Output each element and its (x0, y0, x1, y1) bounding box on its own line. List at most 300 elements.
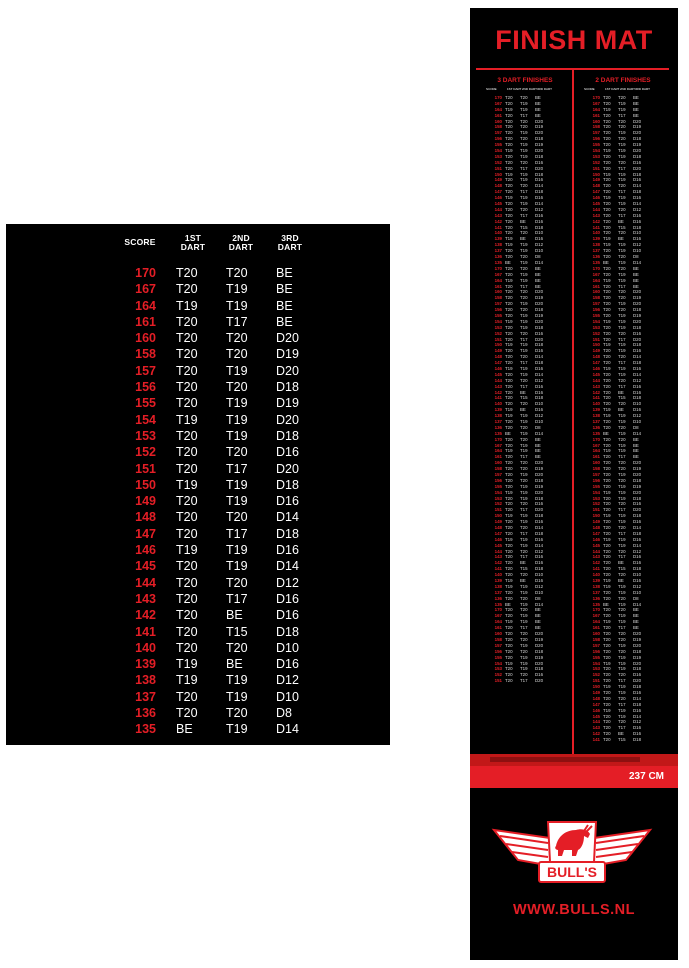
mat-dart3-cell: D16 (535, 330, 544, 336)
mat-dart2-cell: T20 (520, 330, 528, 336)
mat-score-cell: 164 (592, 448, 600, 454)
score-cell: 146 (135, 543, 156, 558)
mat-dart2-cell: T19 (618, 495, 626, 501)
mat-dart2-cell: T20 (618, 330, 626, 336)
mat-score-cell: 155 (494, 312, 502, 318)
mat-dart3-cell: D16 (633, 554, 642, 560)
second-dart-cell: T20 (226, 575, 248, 590)
mat-dart1-cell: T19 (505, 342, 513, 348)
mat-dart2-cell: T20 (618, 719, 626, 725)
mat-dart3-cell: D14 (633, 713, 642, 719)
mat-dart1-cell: T20 (505, 613, 513, 619)
mat-dart2-cell: T19 (520, 271, 528, 277)
table-row (6, 591, 390, 607)
mat-dart1-cell: T20 (505, 312, 513, 318)
mat-dart2-cell: T19 (520, 583, 528, 589)
mat-dart2-cell: T19 (520, 248, 528, 254)
mat-dart1-cell: T20 (603, 142, 611, 148)
mat-dart1-cell: T20 (505, 153, 513, 159)
mat-dart3-cell: D16 (633, 578, 642, 584)
mat-score-cell: 160 (592, 118, 600, 124)
mat-dart3-cell: D16 (633, 672, 642, 678)
mat-dart2-cell: T20 (618, 295, 626, 301)
table-row (6, 395, 390, 411)
mat-dart1-cell: T20 (603, 312, 611, 318)
mat-dart1-cell: T20 (505, 672, 513, 678)
first-dart-cell: T20 (176, 380, 198, 395)
mat-dart1-cell: T20 (505, 295, 513, 301)
mat-dart3-cell: D19 (535, 483, 544, 489)
mat-score-cell: 154 (494, 148, 502, 154)
mat-dart1-cell: T20 (603, 371, 611, 377)
mat-dart3-cell: D18 (633, 395, 642, 401)
mat-score-cell: 151 (494, 165, 502, 171)
mat-score-cell: 141 (592, 737, 600, 743)
mat-score-cell: 149 (592, 177, 600, 183)
mat-score-cell: 139 (592, 407, 600, 413)
mat-dart3-cell: D8 (535, 595, 541, 601)
mat-dart2-cell: T17 (618, 530, 626, 536)
mat-dart2-cell: T17 (618, 165, 626, 171)
mat-dart3-cell: D19 (535, 466, 544, 472)
mat-score-cell: 139 (592, 578, 600, 584)
mat-score-cell: 136 (592, 424, 600, 430)
mat-dart1-cell: T20 (603, 100, 611, 106)
mat-dart3-cell: D16 (633, 707, 642, 713)
mat-dart1-cell: T20 (505, 206, 513, 212)
mat-score-cell: 154 (592, 660, 600, 666)
mat-dart1-cell: T20 (505, 183, 513, 189)
mat-dart2-cell: T20 (520, 466, 528, 472)
mat-dart3-cell: D20 (535, 507, 544, 513)
mat-dart1-cell: T20 (603, 271, 611, 277)
table-row (6, 346, 390, 362)
mat-dart3-cell: D16 (633, 389, 642, 395)
mat-dart1-cell: T20 (505, 495, 513, 501)
mat-dart1-cell: T20 (603, 336, 611, 342)
mat-score-cell: 146 (494, 365, 502, 371)
second-dart-cell: T19 (226, 689, 248, 704)
mat-dart2-cell: T19 (520, 365, 528, 371)
table-row (6, 477, 390, 493)
mat-score-cell: 155 (592, 142, 600, 148)
first-dart-cell: T19 (176, 657, 198, 672)
mat-dart1-cell: T19 (603, 318, 611, 324)
mat-dart2-cell: T20 (520, 548, 528, 554)
mat-dart1-cell: T20 (505, 454, 513, 460)
mat-dart1-cell: T19 (505, 660, 513, 666)
header-third-dart (266, 234, 314, 252)
mat-column-three-dart (476, 70, 574, 761)
mat-dart2-cell: T17 (520, 625, 528, 631)
mat-dart3-cell: D8 (535, 424, 541, 430)
mat-dart2-cell: T19 (520, 277, 528, 283)
mat-dart2-cell: BE (618, 218, 624, 224)
mat-dart1-cell: T20 (603, 519, 611, 525)
mat-dart2-cell: T20 (618, 118, 626, 124)
mat-dart3-cell: D20 (633, 165, 642, 171)
mat-score-cell: 137 (494, 589, 502, 595)
mat-dart3-cell: BE (535, 265, 541, 271)
mat-dart2-cell: T19 (520, 318, 528, 324)
second-dart-cell: T20 (226, 510, 248, 525)
mat-dart1-cell: T19 (603, 365, 611, 371)
mat-score-cell: 150 (494, 513, 502, 519)
mat-dart3-cell: D18 (535, 395, 544, 401)
mat-dart3-cell: D14 (633, 542, 642, 548)
mat-dart2-cell: T19 (520, 201, 528, 207)
second-dart-cell: T17 (226, 314, 248, 329)
second-dart-cell: T19 (226, 363, 248, 378)
score-cell: 154 (135, 412, 156, 427)
mat-score-cell: 149 (494, 348, 502, 354)
second-dart-cell: T20 (226, 331, 248, 346)
mat-dart1-cell: T20 (505, 159, 513, 165)
third-dart-cell: D16 (276, 608, 299, 623)
mat-dart1-cell: T20 (505, 124, 513, 130)
mat-dart2-cell: T17 (520, 530, 528, 536)
mat-dart2-cell: T19 (520, 259, 528, 265)
mat-dart1-cell: T20 (603, 554, 611, 560)
mat-dart1-cell: T20 (603, 483, 611, 489)
mat-score-cell: 157 (592, 130, 600, 136)
mat-score-cell: 154 (494, 318, 502, 324)
mat-dart1-cell: T20 (603, 642, 611, 648)
table-row (6, 558, 390, 574)
header-score-label: SCORE (124, 237, 156, 247)
mat-score-cell: 140 (592, 230, 600, 236)
mat-dart3-cell: BE (633, 95, 639, 100)
mat-head-score: SCORE (584, 87, 595, 91)
mat-dart3-cell: D18 (633, 171, 642, 177)
mat-dart3-cell: D18 (633, 324, 642, 330)
mat-dart2-cell: T19 (520, 324, 528, 330)
mat-dart3-cell: D18 (633, 530, 642, 536)
mat-head-dart1: 1ST DART (605, 87, 620, 91)
mat-dart1-cell: BE (603, 430, 609, 436)
mat-dart3-cell: D20 (535, 631, 544, 637)
mat-dart1-cell: T20 (603, 589, 611, 595)
mat-dart2-cell: BE (520, 236, 526, 242)
mat-dart3-cell: D10 (535, 589, 544, 595)
mat-score-cell: 160 (494, 118, 502, 124)
mat-dart1-cell: T20 (603, 324, 611, 330)
mat-score-cell: 154 (592, 148, 600, 154)
mat-dart3-cell: D19 (535, 124, 544, 130)
mat-dart2-cell: T20 (520, 525, 528, 531)
mat-score-cell: 150 (494, 171, 502, 177)
second-dart-cell: T15 (226, 624, 248, 639)
third-dart-cell: D12 (276, 673, 299, 688)
mat-score-cell: 144 (494, 377, 502, 383)
mat-dart1-cell: T20 (603, 307, 611, 313)
mat-score-cell: 141 (494, 395, 502, 401)
mat-score-cell: 154 (592, 318, 600, 324)
mat-dart2-cell: T19 (618, 707, 626, 713)
mat-dart1-cell: T20 (603, 672, 611, 678)
mat-dart2-cell: T19 (520, 483, 528, 489)
mat-score-cell: 164 (494, 619, 502, 625)
mat-dart1-cell: T20 (505, 542, 513, 548)
first-dart-cell: T19 (176, 477, 198, 492)
mat-dart2-cell: T15 (618, 224, 626, 230)
third-dart-cell: D12 (276, 575, 299, 590)
mat-dart2-cell: T19 (618, 271, 626, 277)
mat-dart1-cell: T20 (603, 454, 611, 460)
mat-dart2-cell: T20 (520, 136, 528, 142)
mat-dart1-cell: T20 (603, 401, 611, 407)
mat-score-cell: 145 (494, 542, 502, 548)
mat-dart2-cell: T15 (618, 737, 626, 743)
mat-score-cell: 145 (494, 371, 502, 377)
mat-dart1-cell: T20 (603, 254, 611, 260)
second-dart-cell: BE (226, 608, 243, 623)
mat-dart2-cell: T20 (618, 206, 626, 212)
mat-dart2-cell: T20 (618, 548, 626, 554)
first-dart-cell: T20 (176, 624, 198, 639)
mat-dart1-cell: T19 (505, 489, 513, 495)
mat-dart2-cell: T15 (520, 395, 528, 401)
mat-score-cell: 167 (592, 100, 600, 106)
mat-rows (476, 95, 574, 684)
score-cell: 164 (135, 298, 156, 313)
third-dart-cell: BE (276, 266, 293, 280)
mat-dart1-cell: T20 (603, 436, 611, 442)
mat-dart3-cell: D16 (535, 159, 544, 165)
header-score (116, 238, 164, 247)
mat-dart1-cell: T19 (603, 684, 611, 690)
mat-score-cell: 141 (592, 566, 600, 572)
mat-score-cell: 140 (494, 401, 502, 407)
table-row (6, 526, 390, 542)
second-dart-cell: T17 (226, 591, 248, 606)
mat-dart2-cell: T19 (520, 589, 528, 595)
mat-dart2-cell: T19 (520, 495, 528, 501)
mat-dart3-cell: D18 (535, 307, 544, 313)
mat-score-cell: 142 (592, 731, 600, 737)
mat-dart1-cell: T20 (505, 483, 513, 489)
table-row (6, 330, 390, 346)
mat-dart2-cell: T17 (618, 189, 626, 195)
mat-dart2-cell: T20 (618, 401, 626, 407)
mat-dart2-cell: T20 (520, 477, 528, 483)
mat-dart1-cell: T20 (505, 595, 513, 601)
mat-dart1-cell: T20 (603, 377, 611, 383)
mat-score-cell: 151 (494, 678, 502, 684)
mat-dart1-cell: T19 (603, 513, 611, 519)
table-row (6, 461, 390, 477)
first-dart-cell: T20 (176, 314, 198, 329)
mat-score-cell: 137 (494, 418, 502, 424)
mat-dart2-cell: T19 (618, 106, 626, 112)
mat-score-cell: 167 (494, 271, 502, 277)
mat-score-cell: 151 (494, 507, 502, 513)
mat-score-cell: 164 (592, 277, 600, 283)
table-row (6, 428, 390, 444)
mat-dart1-cell: T20 (505, 218, 513, 224)
mat-score-cell: 157 (592, 301, 600, 307)
mat-dart1-cell: T20 (603, 607, 611, 613)
mat-dart3-cell: D16 (535, 536, 544, 542)
mat-dart2-cell: T20 (618, 477, 626, 483)
mat-dart1-cell: T20 (603, 224, 611, 230)
mat-dart1-cell: T20 (505, 230, 513, 236)
mat-dart2-cell: T19 (520, 100, 528, 106)
oche-line (470, 754, 678, 766)
mat-dart3-cell: D19 (633, 483, 642, 489)
mat-dart2-cell: T20 (618, 572, 626, 578)
mat-score-cell: 161 (494, 112, 502, 118)
third-dart-cell: D19 (276, 347, 299, 362)
mat-score-cell: 161 (592, 112, 600, 118)
mat-dart1-cell: T20 (505, 95, 513, 100)
mat-head-dart3: 3RD DART (537, 87, 552, 91)
header-first-dart (169, 234, 217, 252)
third-dart-cell: D16 (276, 543, 299, 558)
mat-dart1-cell: T20 (603, 648, 611, 654)
mat-score-cell: 158 (494, 466, 502, 472)
mat-score-cell: 146 (592, 195, 600, 201)
score-cell: 158 (135, 347, 156, 362)
mat-dart1-cell: T20 (505, 466, 513, 472)
mat-dart2-cell: T17 (618, 336, 626, 342)
mat-dart2-cell: T20 (520, 289, 528, 295)
mat-dart3-cell: D16 (535, 519, 544, 525)
mat-dart3-cell: D12 (633, 242, 642, 248)
mat-dart2-cell: T17 (520, 283, 528, 289)
mat-dart1-cell: T19 (603, 148, 611, 154)
mat-score-cell: 142 (494, 560, 502, 566)
mat-dart3-cell: BE (535, 619, 541, 625)
mat-score-cell: 146 (592, 365, 600, 371)
first-dart-cell: T19 (176, 298, 198, 313)
mat-dart2-cell: T19 (520, 418, 528, 424)
mat-dart1-cell: T19 (603, 407, 611, 413)
mat-score-cell: 164 (592, 106, 600, 112)
second-dart-cell: T17 (226, 461, 248, 476)
mat-dart3-cell: D14 (633, 259, 642, 265)
second-dart-cell: T17 (226, 526, 248, 541)
mat-score-cell: 148 (494, 354, 502, 360)
mat-score-cell: 147 (592, 360, 600, 366)
score-cell: 142 (135, 608, 156, 623)
table-row (6, 721, 390, 737)
mat-dart1-cell: T19 (603, 448, 611, 454)
mat-dart3-cell: D16 (633, 159, 642, 165)
mat-dart1-cell: T20 (505, 112, 513, 118)
mat-score-cell: 142 (494, 218, 502, 224)
score-cell: 157 (135, 363, 156, 378)
mat-dart1-cell: T19 (603, 660, 611, 666)
mat-dart1-cell: T20 (505, 254, 513, 260)
mat-dart1-cell: T20 (505, 271, 513, 277)
mat-dart1-cell: T20 (505, 283, 513, 289)
second-dart-cell: T19 (226, 543, 248, 558)
third-dart-cell: D16 (276, 494, 299, 509)
third-dart-cell: D14 (276, 559, 299, 574)
mat-dart1-cell: T19 (603, 413, 611, 419)
mat-dart2-cell: T17 (520, 189, 528, 195)
mat-score-cell: 152 (592, 672, 600, 678)
mat-dart3-cell: D8 (535, 254, 541, 260)
mat-dart2-cell: T19 (520, 430, 528, 436)
mat-score-cell: 143 (494, 212, 502, 218)
mat-row (574, 737, 672, 743)
mat-dart2-cell: T19 (520, 513, 528, 519)
mat-score-cell: 153 (494, 495, 502, 501)
mat-dart2-cell: T20 (618, 460, 626, 466)
mat-score-cell: 158 (592, 466, 600, 472)
mat-dart1-cell: T19 (505, 236, 513, 242)
mat-dart3-cell: BE (535, 100, 541, 106)
mat-dart3-cell: D10 (535, 572, 544, 578)
mat-dart1-cell: T19 (603, 578, 611, 584)
mat-score-cell: 170 (494, 265, 502, 271)
mat-dart3-cell: BE (633, 442, 639, 448)
mat-dart1-cell: T19 (505, 536, 513, 542)
mat-dart3-cell: D12 (535, 413, 544, 419)
mat-dart2-cell: T20 (618, 265, 626, 271)
mat-dart2-cell: T20 (520, 95, 528, 100)
mat-dart2-cell: T19 (618, 713, 626, 719)
mat-dart1-cell: T20 (603, 153, 611, 159)
mat-dart3-cell: D16 (633, 365, 642, 371)
header-first-dart-line2: DART (180, 242, 206, 252)
mat-dart3-cell: D20 (633, 460, 642, 466)
mat-dart3-cell: BE (633, 106, 639, 112)
mat-dart2-cell: T19 (520, 619, 528, 625)
mat-dart3-cell: D20 (633, 678, 642, 684)
mat-score-cell: 138 (592, 413, 600, 419)
mat-score-cell: 139 (494, 236, 502, 242)
mat-dart2-cell: T19 (520, 242, 528, 248)
mat-dart2-cell: T19 (618, 365, 626, 371)
second-dart-cell: T19 (226, 673, 248, 688)
mat-score-cell: 170 (592, 607, 600, 613)
third-dart-cell: BE (276, 282, 293, 297)
mat-dart3-cell: D18 (633, 153, 642, 159)
mat-dart2-cell: T20 (618, 124, 626, 130)
header-first-dart-line1: 1ST (184, 233, 202, 243)
score-cell: 161 (135, 314, 156, 329)
mat-dart3-cell: D20 (633, 336, 642, 342)
mat-dart3-cell: D16 (633, 212, 642, 218)
score-cell: 160 (135, 331, 156, 346)
mat-dart2-cell: T19 (618, 195, 626, 201)
mat-dart1-cell: T20 (505, 395, 513, 401)
mat-score-cell: 141 (592, 224, 600, 230)
mat-dart3-cell: D10 (535, 230, 544, 236)
second-dart-cell: T19 (226, 494, 248, 509)
first-dart-cell: T20 (176, 706, 198, 721)
mat-score-cell: 137 (592, 418, 600, 424)
website-url[interactable]: WWW.BULLS.NL (513, 902, 635, 918)
table-row (6, 265, 390, 281)
mat-score-cell: 140 (592, 401, 600, 407)
mat-score-cell: 160 (592, 460, 600, 466)
mat-dart2-cell: T20 (520, 118, 528, 124)
mat-dart1-cell: T20 (505, 165, 513, 171)
second-dart-cell: T20 (226, 445, 248, 460)
mat-dart1-cell: T20 (603, 666, 611, 672)
mat-score-cell: 170 (592, 265, 600, 271)
mat-dart1-cell: T20 (603, 189, 611, 195)
mat-dart2-cell: T20 (618, 230, 626, 236)
mat-dart1-cell: T20 (505, 607, 513, 613)
mat-score-cell: 138 (494, 242, 502, 248)
third-dart-cell: D18 (276, 477, 299, 492)
mat-dart1-cell: T20 (505, 501, 513, 507)
